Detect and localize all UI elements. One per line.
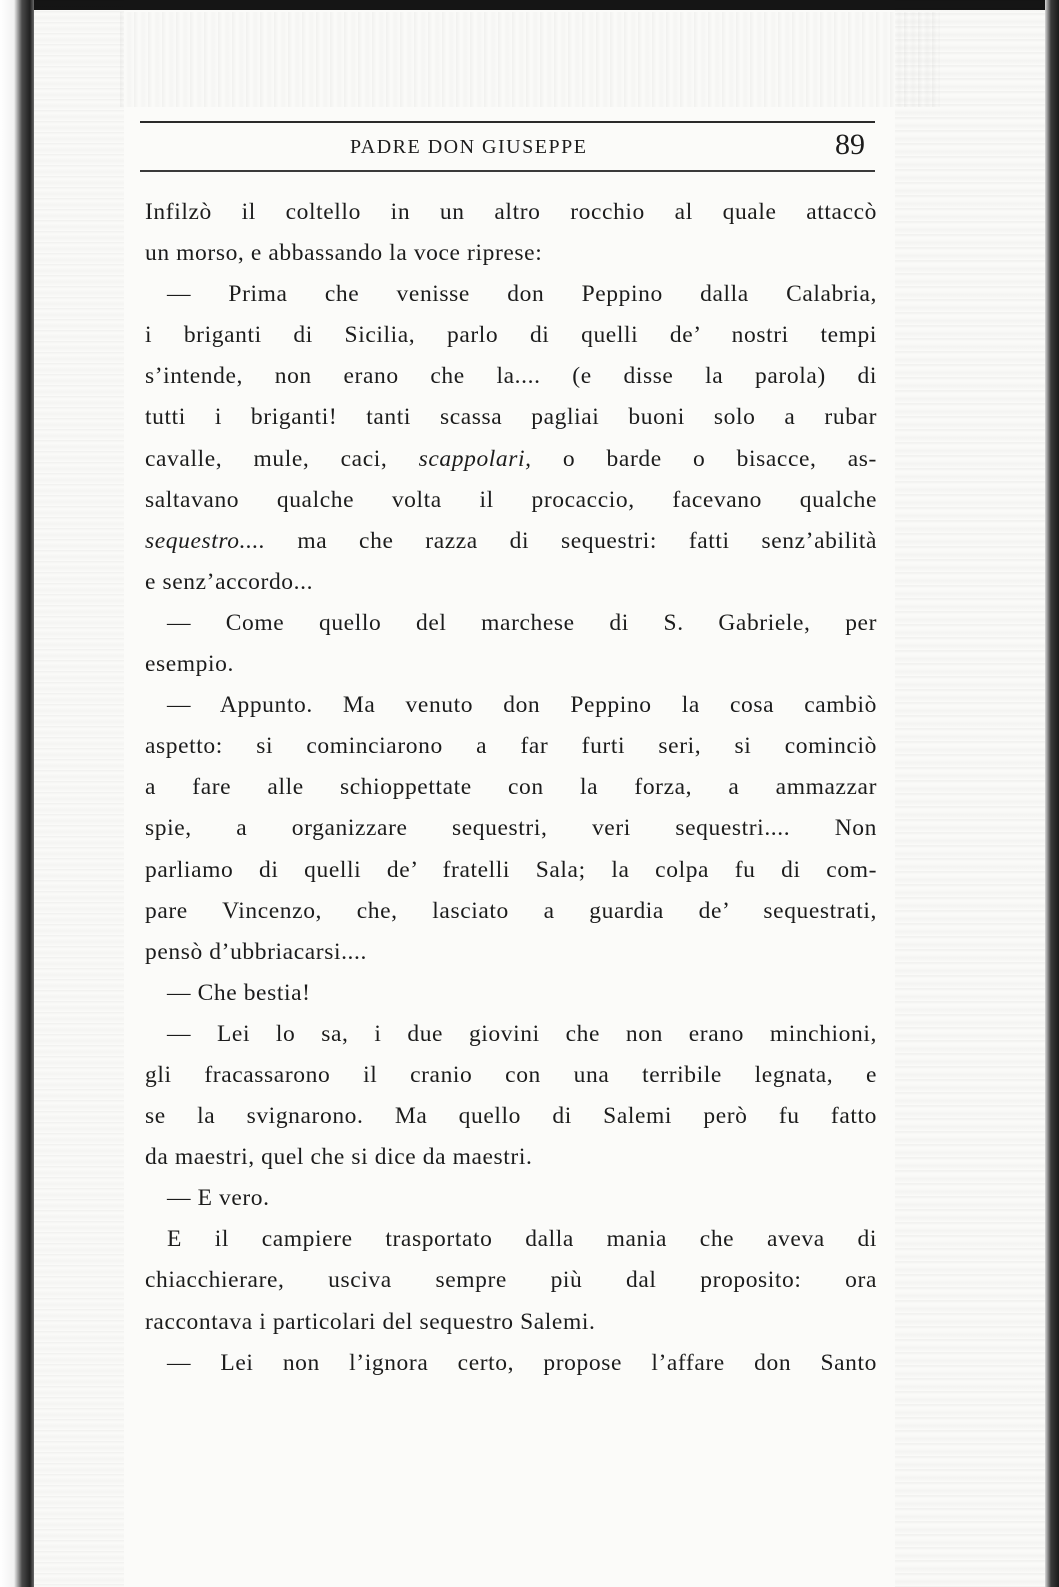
text-line [145, 439, 877, 480]
text-line: spie, a organizzare sequestri, veri sequestri.... Non [145, 815, 877, 842]
page-number: 89 [835, 128, 865, 161]
text-line: da maestri, quel che si dice da maestri. [145, 1144, 533, 1171]
scan-top-noise [120, 12, 940, 107]
text-line: — Come quello del marchese di S. Gabriele, per [167, 609, 877, 636]
text-line: aspetto: si cominciarono a far furti seri, si cominciò [145, 733, 877, 760]
text-line: — E vero. [167, 1185, 270, 1212]
scan-right-noise [895, 0, 1045, 1587]
text-line: s’intende, non erano che la.... (e disse la parola) di [145, 363, 877, 390]
text-line: pare Vincenzo, che, lasciato a guardia de’ sequestrati, [145, 897, 877, 924]
text-line: esempio. [145, 651, 234, 678]
text-line: se la svignarono. Ma quello di Salemi però fu fatto [145, 1103, 877, 1130]
scan-left-edge [0, 0, 34, 1587]
text-line: tutti i briganti! tanti scassa pagliai buoni solo a rubar [145, 404, 877, 431]
text-line: saltavano qualche volta il procaccio, facevano qualche [145, 486, 877, 513]
running-title: PADRE DON GIUSEPPE [350, 136, 588, 158]
text-span: cavalle, mule, caci, [145, 445, 419, 472]
text-line: e senz’accordo... [145, 568, 314, 595]
text-line: parliamo di quelli de’ fratelli Sala; la colpa fu di com- [145, 856, 877, 883]
text-line: E il campiere trasportato dalla mania che aveva di [167, 1226, 877, 1253]
italic-word: sequestro.... [145, 527, 266, 554]
text-span: ma che razza di sequestri: fatti senz’abilità [265, 527, 877, 554]
text-line [145, 521, 877, 562]
text-line: chiacchierare, usciva sempre più dal proposito: ora [145, 1267, 877, 1294]
header-rule-bottom [140, 170, 875, 172]
text-line: — Che bestia! [167, 979, 311, 1006]
text-line: gli fracassarono il cranio con una terribile legnata, e [145, 1061, 877, 1088]
italic-word: scappolari, [418, 445, 532, 472]
scan-left-noise [34, 0, 124, 1587]
body-text [145, 192, 877, 1384]
header-rule-top [140, 121, 875, 123]
text-line: — Lei non l’ignora certo, propose l’affare don Santo [167, 1349, 877, 1376]
text-line: i briganti di Sicilia, parlo di quelli de’ nostri tempi [145, 322, 877, 349]
text-line: raccontava i particolari del sequestro Salemi. [145, 1308, 596, 1335]
text-line: Infilzò il coltello in un altro rocchio al quale attaccò [145, 199, 877, 225]
text-span: o barde o bisacce, as- [531, 445, 877, 472]
text-line: un morso, e abbassando la voce riprese: [145, 240, 543, 267]
scan-right-edge [1045, 0, 1059, 1587]
text-line: — Prima che venisse don Peppino dalla Calabria, [167, 281, 877, 308]
text-line: — Lei lo sa, i due giovini che non erano minchioni, [167, 1020, 877, 1047]
running-head [140, 126, 875, 166]
text-line: — Appunto. Ma venuto don Peppino la cosa cambiò [167, 692, 877, 719]
text-line: a fare alle schioppettate con la forza, a ammazzar [145, 774, 877, 801]
text-line: pensò d’ubbriacarsi.... [145, 938, 367, 965]
